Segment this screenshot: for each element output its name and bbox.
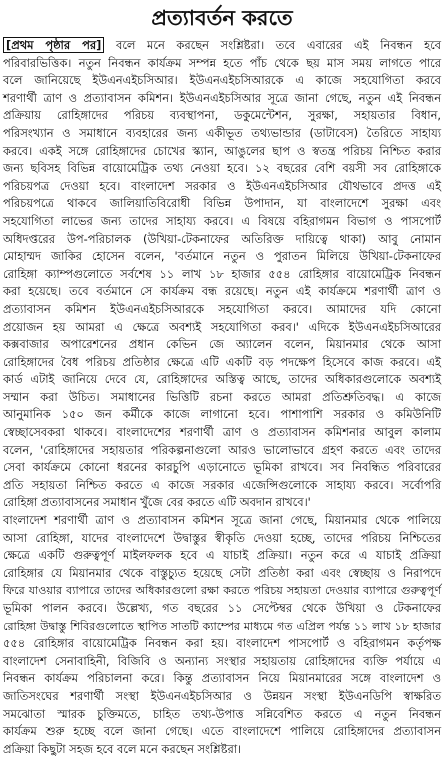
text-line [3, 477, 441, 495]
line-text: পরিসংখ্যান ও সমাধানে ব্যবহারের জন্য একীভূত তথ্যভান্ডার (ডাটাবেস) তৈরিতে সাহায্য [3, 125, 441, 140]
text-line [3, 319, 441, 337]
line-text: ফিরে যাওয়ার ব্যাপারে তাদের অধিকারগুলো রক্ষা করতে পরিচয় সহায়তা দেওয়ার ব্যাপারে গুরুত্বপূর্ণ [3, 584, 441, 598]
line-text: প্রক্রিয়া কিছুটা সহজ হবে বলে মনে করছেন সংশ্লিষ্টরা। [3, 741, 242, 756]
text-line [3, 653, 441, 671]
text-line [3, 459, 441, 477]
text-line [3, 670, 441, 688]
line-text: রোহিঙ্গা উদ্বাস্তু শিবিরগুলোতে স্থাপিত সাতটি ক্যাম্পের মাধ্যমে গত এপ্রিল পর্যন্ত ১১ লাখ ১৮ হাজার [3, 619, 441, 633]
line-text: রোহিঙ্গার যে মিয়ানমার থেকে বাস্তুচ্যুত হয়েছে সেটা প্রতিষ্ঠা করা এবং স্বেচ্ছায় ও নিরাপদে [3, 565, 441, 580]
line-text: বাংলাদেশ সেনাবাহিনী, বিজিবি ও অন্যান্য সংস্থার সহায়তায় রোহিঙ্গাদের ব্যক্তি পর্যায়ে এ [3, 653, 441, 668]
text-line [3, 178, 441, 196]
line-text: কার্ড এটাই জানিয়ে দেবে যে, রোহিঙ্গাদের অস্তিত্ব আছে, তাদের অধিকারগুলোকে অবশ্যই [3, 372, 441, 387]
text-line [3, 706, 441, 724]
line-text: ক্ষেত্রে একটি গুরুত্বপূর্ণ মাইলফলক হবে এ যাচাই প্রক্রিয়া। নতুন করে এ যাচাই প্রক্রিয়া [3, 548, 441, 563]
text-line [3, 90, 441, 108]
line-text: বলে মনে করছেন সংশ্লিষ্টরা। তবে এবারের এই নিবন্ধন হবে [115, 38, 441, 52]
text-line [3, 565, 441, 583]
line-text: পরিবারভিত্তিক। নতুন নিবন্ধন কার্যক্রম সম্পন্ন হতে পাঁচ থেকে ছয় মাস সময় লাগতে পারে [3, 55, 441, 70]
text-line [3, 143, 441, 161]
text-line [3, 107, 441, 125]
headline: প্রত্যাবর্তন করতে [151, 6, 293, 30]
text-line [3, 424, 441, 442]
text-line [3, 406, 441, 424]
text-line [3, 231, 441, 249]
line-text: ভূমিকা পালন করবে। উল্লেখ্য, গত বছরের ১১ সেপ্টেম্বর থেকে উখিয়া ও টেকনাফের [3, 601, 441, 615]
line-text: রোহিঙ্গা ক্যাম্পগুলোতে সর্বশেষ ১১ লাখ ১৮ হাজার ৫৫৪ রোহিঙ্গার বায়োমেট্রিক নিবন্ধন [3, 266, 441, 281]
text-line [3, 248, 441, 266]
line-text: সেবা কার্যক্রমে কোনো ধরনের কারচুপি এড়ানোতে ভূমিকা রাখবে। সব নিবন্ধিত পরিবারের [3, 460, 441, 475]
line-text: ৫৫৪ রোহিঙ্গার বায়োমেট্রিক নিবন্ধন করা হয়। বাংলাদেশ পাসপোর্ট ও বহিরাগমন কর্তৃপক্ষ [3, 636, 441, 651]
text-line [3, 336, 441, 354]
line-text: পরিচয়পত্র দেওয়া হবে। বাংলাদেশ সরকার ও ইউএনএইচসিআর যৌথভাবে প্রদত্ত এই [3, 178, 441, 193]
paragraph [3, 37, 441, 512]
text-line [3, 688, 441, 706]
text-line [3, 160, 441, 178]
line-text: কার্যক্রম শুরু হচ্ছে বলে জানা গেছে। এতে বাংলাদেশে পালিয়ে রোহিঙ্গাদের প্রত্যাবাসন [3, 724, 441, 739]
text-line [3, 512, 441, 530]
line-text: শরণার্থী ত্রাণ ও প্রত্যাবাসন কমিশন। ইউএনএইচসিআর সূত্রে জানা গেছে, নতুন এই নিবন্ধন [3, 90, 441, 105]
text-line [3, 195, 441, 213]
line-text: বাংলাদেশ শরণার্থী ত্রাণ ও প্রত্যাবাসন কমিশন সূত্রে জানা গেছে, মিয়ানমার থেকে পালিয়ে [3, 513, 441, 528]
paragraph [3, 512, 441, 758]
line-text: সম্মান করা উচিত। সমাধানের ভিত্তিটি রচনা করতে আমরা প্রতিশ্রুতিবদ্ধ। এ কাজে [3, 389, 441, 404]
line-text: সমঝোতা স্মারক চুক্তিমতে, চাহিত তথ্য-উপাত্ত সন্নিবেশিত করতে এ নতুন নিবন্ধন [3, 706, 441, 721]
text-line [3, 301, 441, 319]
line-text: মোহাম্মদ জাকির হোসেন বলেন, 'বর্তমানে নতুন ও পুরাতন মিলিয়ে উখিয়া-টেকনাফের [3, 249, 441, 264]
text-line [3, 547, 441, 565]
text-line [3, 213, 441, 231]
line-text: পরিচয়পত্রে থাকবে জালিয়াতিবিরোধী বিভিন্ন উপাদান, যা বাংলাদেশে সুরক্ষা এবং [3, 196, 441, 211]
line-text: করবে। একই সঙ্গে রোহিঙ্গাদের চোখের স্ক্যান, আঙুলের ছাপ ও স্বতন্ত্র পরিচয় নিশ্চিত করার [3, 143, 441, 158]
line-text: করা হয়েছে। তবে বর্তমানে সে কার্যক্রম বন্ধ রয়েছে। নতুন এই কার্যক্রমে শরণার্থী ত্রাণ ও [3, 284, 441, 299]
line-text: প্রত্যাবাসন কমিশন ইউএনএইচসিআরকে সহযোগিতা করবে। আমাদের যদি কোনো [3, 301, 441, 316]
text-line [3, 741, 441, 758]
text-line [3, 618, 441, 636]
text-line [3, 389, 441, 407]
text-line [3, 371, 441, 389]
line-text: রোহিঙ্গাদের বৈধ পরিচয় প্রতিষ্ঠার ক্ষেত্রে এটি একটি বড় পদক্ষেপ হিসেবে কাজ করবে। এই [3, 354, 441, 369]
line-text: নিবন্ধন কার্যক্রম পরিচালনা করে। কিন্তু প্রত্যাবাসন নিয়ে মিয়ানমারের সঙ্গে বাংলাদেশ ও [3, 671, 441, 686]
continuation-label: [প্রথম পৃষ্ঠার পর] [3, 37, 104, 53]
text-line [3, 72, 441, 90]
line-text: প্রক্রিয়ায় রোহিঙ্গাদের পরিচয় ব্যবস্থাপনা, ডকুমেন্টেশন, সুরক্ষা, সহায়তার বিধান, [3, 108, 441, 123]
text-line [3, 55, 441, 73]
text-line [3, 582, 441, 600]
line-text: বলেন, 'রোহিঙ্গাদের সহায়তার পরিকল্পনাগুলো আরও ভালোভাবে গ্রহণ করতে এবং তাদের [3, 442, 441, 457]
line-text: জন্য ছবিসহ বিভিন্ন বায়োমেট্রিক তথ্য নেওয়া হবে। ১২ বছরের বেশি বয়সী সব রোহিঙ্গাকে [3, 161, 441, 176]
text-line [3, 600, 441, 618]
line-text: প্রতি সহায়তা নিশ্চিত করতে এ কাজে সরকার এজেন্সিগুলোকে সাহায্য করবে। সর্বোপরি [3, 477, 441, 492]
text-line [3, 494, 441, 512]
line-text: রোহিঙ্গা প্রত্যাবাসনের সমাধান খুঁজে বের করতে এটি অবদান রাখবে।' [3, 495, 311, 510]
line-text: প্রয়োজন হয় আমরা এ ক্ষেত্রে অবশ্যই সহযোগিতা করব।' এদিকে ইউএনএইচসিআরের [3, 319, 441, 334]
text-line [3, 37, 441, 55]
line-text: আসা রোহিঙ্গা, যাদের বাংলাদেশে উদ্বাস্তুর স্বীকৃতি দেওয়া হচ্ছে, তাদের পরিচয় নিশ্চিতের [3, 530, 441, 545]
line-text: আনুমানিক ১৫০ জন কর্মীকে কাজে লাগানো হবে। পাশাপাশি সরকার ও কমিউনিটি [3, 407, 441, 422]
article-body [3, 37, 441, 758]
line-text: কক্সবাজার অপারেশনের প্রধান কেভিন জে অ্যালেন বলেন, মিয়ানমার থেকে আসা [3, 337, 441, 352]
text-line [3, 723, 441, 741]
text-line [3, 125, 441, 143]
text-line [3, 635, 441, 653]
line-text: সহযোগিতা লাভের জন্য তাদের সাহায্য করবে। এ বিষয়ে বহিরাগমন বিভাগ ও পাসপোর্ট [3, 213, 441, 228]
text-line [3, 530, 441, 548]
line-text: জাতিসংঘের শরণার্থী সংস্থা ইউএনএইচসিআর ও উন্নয়ন সংস্থা ইউএনডিপি স্বাক্ষরিত [3, 688, 441, 703]
line-text: বলে জানিয়েছে ইউএনএইচসিআর। ইউএনএইচসিআরকে এ কাজে সহযোগিতা করবে [3, 73, 441, 88]
line-text: অধিদপ্তরের উপ-পরিচালক (উখিয়া-টেকনাফের অতিরিক্ত দায়িত্বে থাকা) আবু নোমান [3, 231, 441, 246]
text-line [3, 442, 441, 460]
text-line [3, 283, 441, 301]
text-line [3, 354, 441, 372]
line-text: স্বেচ্ছাসেবকরা থাকবে। বাংলাদেশের শরণার্থী ত্রাণ ও প্রত্যাবাসন কমিশনার আবুল কালাম [3, 425, 441, 440]
text-line [3, 266, 441, 284]
